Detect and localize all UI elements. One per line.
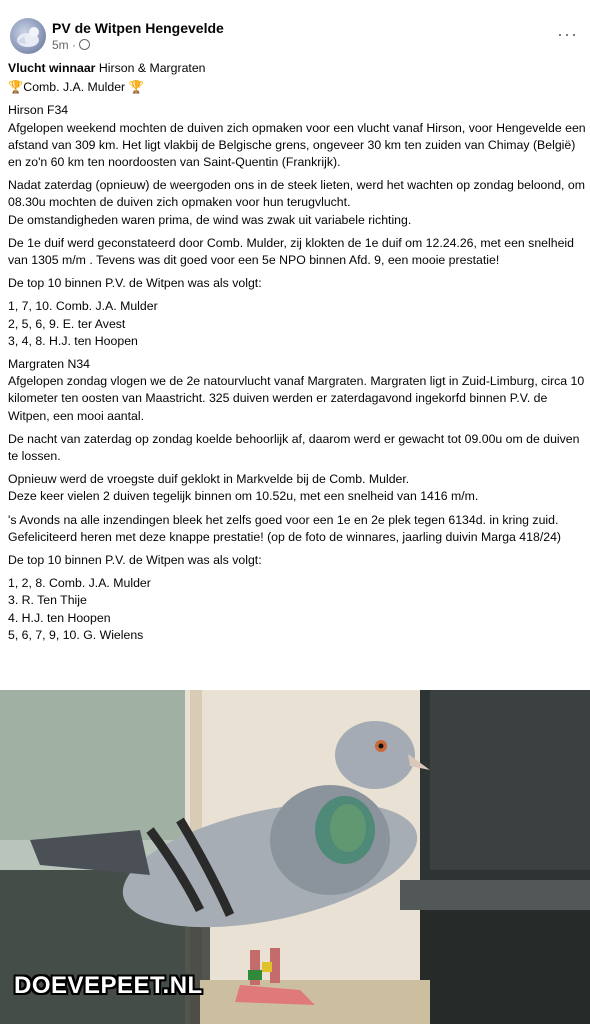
post-timestamp[interactable]: 5m [52, 38, 69, 52]
post-paragraph: De top 10 binnen P.V. de Witpen was als volgt: [8, 553, 262, 568]
post-meta: 5m · [52, 38, 90, 52]
post-paragraphs [8, 102, 586, 644]
post-paragraph: De 1e duif werd geconstateerd door Comb. Mulder, zij klokten de 1e duif om 12.24.26, met een snelheid van 1305 m/m . Tevens was dit goed voor een 5e NPO binnen Afd. 9, een mooie prestatie! [8, 235, 574, 268]
post-paragraph: 1, 7, 10. Comb. J.A. Mulder 2, 5, 6, 9. E. ter Avest 3, 4, 8. H.J. ten Hoopen [8, 299, 158, 348]
more-options-icon[interactable]: ··· [557, 24, 578, 44]
page-avatar[interactable] [10, 18, 46, 54]
post-paragraph: De nacht van zaterdag op zondag koelde behoorlijk af, daarom werd er gewacht tot 09.00u om de duiven te lossen. [8, 431, 580, 464]
post-paragraph: De top 10 binnen P.V. de Witpen was als volgt: [8, 276, 262, 291]
post-paragraph: Nadat zaterdag (opnieuw) de weergoden ons in de steek lieten, werd het wachten op zondag beloond, om 08.30u mochten de duiven zich opmaken voor hun terugvlucht. De omstandigheden waren prima, de wind was zwak uit variabele richting. [8, 178, 585, 227]
post-paragraph: 1, 2, 8. Comb. J.A. Mulder 3. R. Ten Thije 4. H.J. ten Hoopen 5, 6, 7, 9, 10. G. Wielens [8, 576, 151, 642]
post-paragraph: Opnieuw werd de vroegste duif geklokt in Markvelde bij de Comb. Mulder. Deze keer vielen 2 duiven tegelijk binnen om 10.52u, met een snelheid van 1416 m/m. [8, 472, 479, 504]
page-name[interactable]: PV de Witpen Hengevelde [52, 20, 224, 36]
post-paragraph: 's Avonds na alle inzendingen bleek het zelfs goed voor een 1e en 2e plek tegen 6134d. in kring zuid. Gefeliciteerd heren met deze knappe prestatie! (op de foto de winnares, jaarling duivin Marga 418/24) [8, 512, 562, 544]
post-body [8, 60, 586, 650]
post-photo[interactable] [0, 690, 590, 1024]
post-paragraph: Margraten N34 Afgelopen zondag vlogen we de 2e natourvlucht vanaf Margraten. Margraten ligt in Zuid-Limburg, circa 10 kilometer ten oosten van Maastricht. 325 duiven werden er zaterdagavond ingekorfd binnen P.V. de Witpen, een mooi aantal. [8, 357, 585, 423]
photo-watermark: DOEVEPEET.NL [14, 972, 203, 999]
globe-icon [79, 39, 90, 50]
post-paragraph: Hirson F34 Afgelopen weekend mochten de duiven zich opmaken voor een vlucht vanaf Hirson, voor Hengevelde een afstand van 309 km. Het ligt vlakbij de Belgische grens, ongeveer 30 km ten zuiden van Chimay (België) en zo'n 60 km ten noordoosten van Saint-Quentin (Frankrijk). [8, 103, 586, 170]
post-title-bold: Vlucht winnaar [8, 61, 96, 75]
trophy-line: 🏆Comb. J.A. Mulder 🏆 [8, 80, 144, 95]
post-title-rest: Hirson & Margraten [95, 61, 206, 75]
post-header [8, 16, 582, 56]
